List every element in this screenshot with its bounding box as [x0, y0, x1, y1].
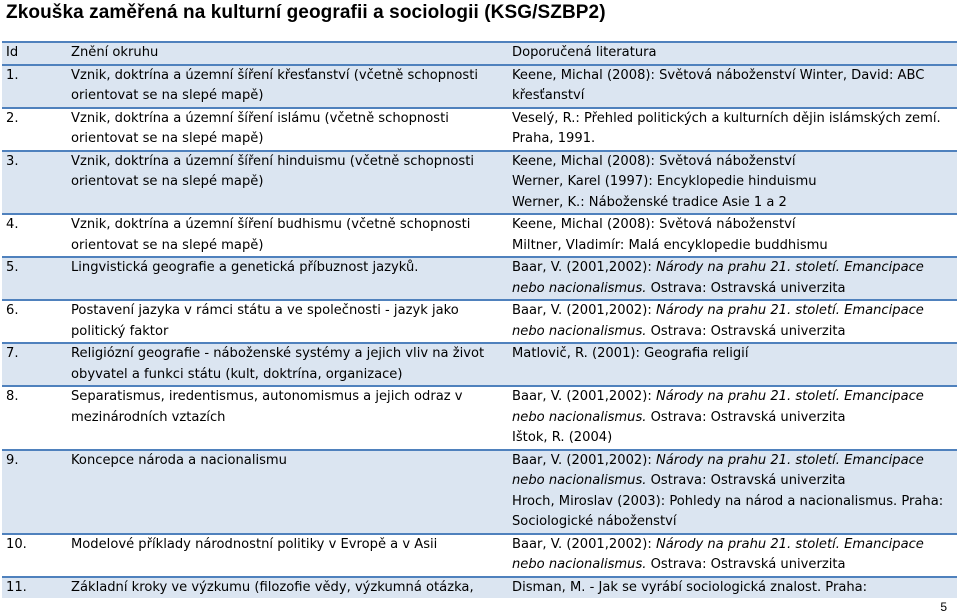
row-topic: Postavení jazyka v rámci státu a ve společnosti - jazyk jako politický faktor: [67, 300, 508, 343]
row-topic: Modelové příklady národnostní politiky v Evropě a v Asii: [67, 534, 508, 577]
row-literature: [508, 343, 957, 386]
reference-publisher: Ostrava: Ostravská univerzita: [646, 280, 846, 296]
row-literature: [508, 65, 957, 108]
table-header-row: [2, 42, 957, 65]
literature-reference: [512, 109, 953, 150]
row-topic: Koncepce národa a nacionalismu: [67, 450, 508, 534]
reference-text: Baar, V. (2001,2002):: [512, 536, 656, 552]
row-id: 5.: [2, 257, 67, 300]
row-literature: [508, 108, 957, 151]
reference-publisher: Ostrava: Ostravská univerzita: [646, 473, 846, 488]
literature-reference: [512, 301, 953, 342]
literature-reference: [512, 387, 953, 428]
literature-reference: [512, 451, 953, 492]
row-id: 9.: [2, 450, 67, 534]
row-id: 10.: [2, 534, 67, 577]
row-literature: [508, 300, 957, 343]
reference-text: Keene, Michal (2008): Světová náboženství: [512, 217, 796, 232]
reference-title: Národy na prahu 21. století. Emancipace nebo nacionalismus.: [512, 303, 924, 339]
reference-text: Werner, Karel (1997): Encyklopedie hinduismu: [512, 174, 817, 189]
exam-topics-table: [2, 41, 957, 598]
literature-reference: [512, 492, 953, 533]
row-topic: Vznik, doktrína a územní šíření budhismu (včetně schopnosti orientovat se na slepé mapě): [67, 214, 508, 257]
table-row: [2, 343, 957, 386]
table-row: [2, 534, 957, 577]
reference-text: Veselý, R.: Přehled politických a kulturních dějin islámských zemí. Praha, 1991.: [512, 110, 941, 146]
table-row: [2, 450, 957, 534]
reference-publisher: Ostrava: Ostravská univerzita: [646, 323, 846, 339]
reference-title: Národy na prahu 21. století. Emancipace nebo nacionalismus.: [512, 389, 924, 425]
reference-text: Disman, M. - Jak se vyrábí sociologická znalost. Praha:: [512, 579, 868, 595]
literature-reference: [512, 193, 953, 214]
row-literature: [508, 214, 957, 257]
reference-text: Baar, V. (2001,2002):: [512, 452, 656, 468]
row-topic: Vznik, doktrína a územní šíření hinduismu (včetně schopnosti orientovat se na slepé mapě): [67, 151, 508, 215]
page-number: 5: [940, 600, 947, 614]
reference-text: Matlovič, R. (2001): Geografia religií: [512, 346, 749, 361]
literature-reference: [512, 578, 953, 599]
reference-text: Miltner, Vladimír: Malá encyklopedie buddhismu: [512, 237, 828, 253]
reference-text: Baar, V. (2001,2002):: [512, 303, 656, 318]
table-row: [2, 386, 957, 450]
reference-text: Baar, V. (2001,2002):: [512, 389, 656, 404]
row-literature: [508, 450, 957, 534]
row-id: 11.: [2, 577, 67, 599]
reference-text: Hroch, Miroslav (2003): Pohledy na národ a nacionalismus. Praha: Sociologické náboženství: [512, 493, 944, 529]
literature-reference: [512, 172, 953, 193]
row-id: 2.: [2, 108, 67, 151]
row-id: 6.: [2, 300, 67, 343]
row-id: 4.: [2, 214, 67, 257]
reference-publisher: Ostrava: Ostravská univerzita: [646, 557, 846, 572]
header-topic: Znění okruhu: [67, 42, 508, 65]
literature-reference: [512, 535, 953, 576]
literature-reference: [512, 258, 953, 299]
table-row: [2, 214, 957, 257]
literature-reference: [512, 428, 953, 449]
row-literature: [508, 577, 957, 599]
reference-title: Národy na prahu 21. století. Emancipace nebo nacionalismus.: [512, 260, 924, 296]
row-topic: Religiózní geografie - náboženské systémy a jejich vliv na život obyvatel a funkci státu (kult, doktrína, organizace): [67, 343, 508, 386]
row-literature: [508, 534, 957, 577]
row-id: 1.: [2, 65, 67, 108]
reference-text: Keene, Michal (2008): Světová náboženství: [512, 153, 796, 169]
table-row: [2, 300, 957, 343]
row-topic: Vznik, doktrína a územní šíření islámu (včetně schopnosti orientovat se na slepé mapě): [67, 108, 508, 151]
header-id: Id: [2, 42, 67, 65]
literature-reference: [512, 344, 953, 365]
row-id: 7.: [2, 343, 67, 386]
reference-text: Baar, V. (2001,2002):: [512, 260, 656, 275]
row-topic: Lingvistická geografie a genetická příbuznost jazyků.: [67, 257, 508, 300]
table-row: [2, 257, 957, 300]
row-topic: Základní kroky ve výzkumu (filozofie vědy, výzkumná otázka,: [67, 577, 508, 599]
reference-text: Keene, Michal (2008): Světová náboženství Winter, David: ABC křesťanství: [512, 67, 925, 103]
row-id: 3.: [2, 151, 67, 215]
literature-reference: [512, 215, 953, 236]
header-literature: Doporučená literatura: [508, 42, 957, 65]
table-row: [2, 151, 957, 215]
table-row: [2, 577, 957, 599]
reference-title: Národy na prahu 21. století. Emancipace nebo nacionalismus.: [512, 536, 924, 572]
literature-reference: [512, 236, 953, 257]
literature-reference: [512, 66, 953, 107]
reference-title: Národy na prahu 21. století. Emancipace nebo nacionalismus.: [512, 452, 924, 488]
reference-text: Ištok, R. (2004): [512, 430, 613, 445]
row-literature: [508, 386, 957, 450]
row-literature: [508, 151, 957, 215]
literature-reference: [512, 152, 953, 173]
table-row: [2, 65, 957, 108]
row-literature: [508, 257, 957, 300]
table-row: [2, 108, 957, 151]
row-topic: Vznik, doktrína a územní šíření křesťanství (včetně schopnosti orientovat se na slepé mapě): [67, 65, 508, 108]
reference-text: Werner, K.: Náboženské tradice Asie 1 a 2: [512, 194, 787, 210]
reference-publisher: Ostrava: Ostravská univerzita: [646, 409, 846, 425]
page-title: Zkouška zaměřená na kulturní geografii a sociologii (KSG/SZBP2): [6, 2, 606, 23]
row-topic: Separatismus, iredentismus, autonomismus a jejich odraz v mezinárodních vztazích: [67, 386, 508, 450]
row-id: 8.: [2, 386, 67, 450]
